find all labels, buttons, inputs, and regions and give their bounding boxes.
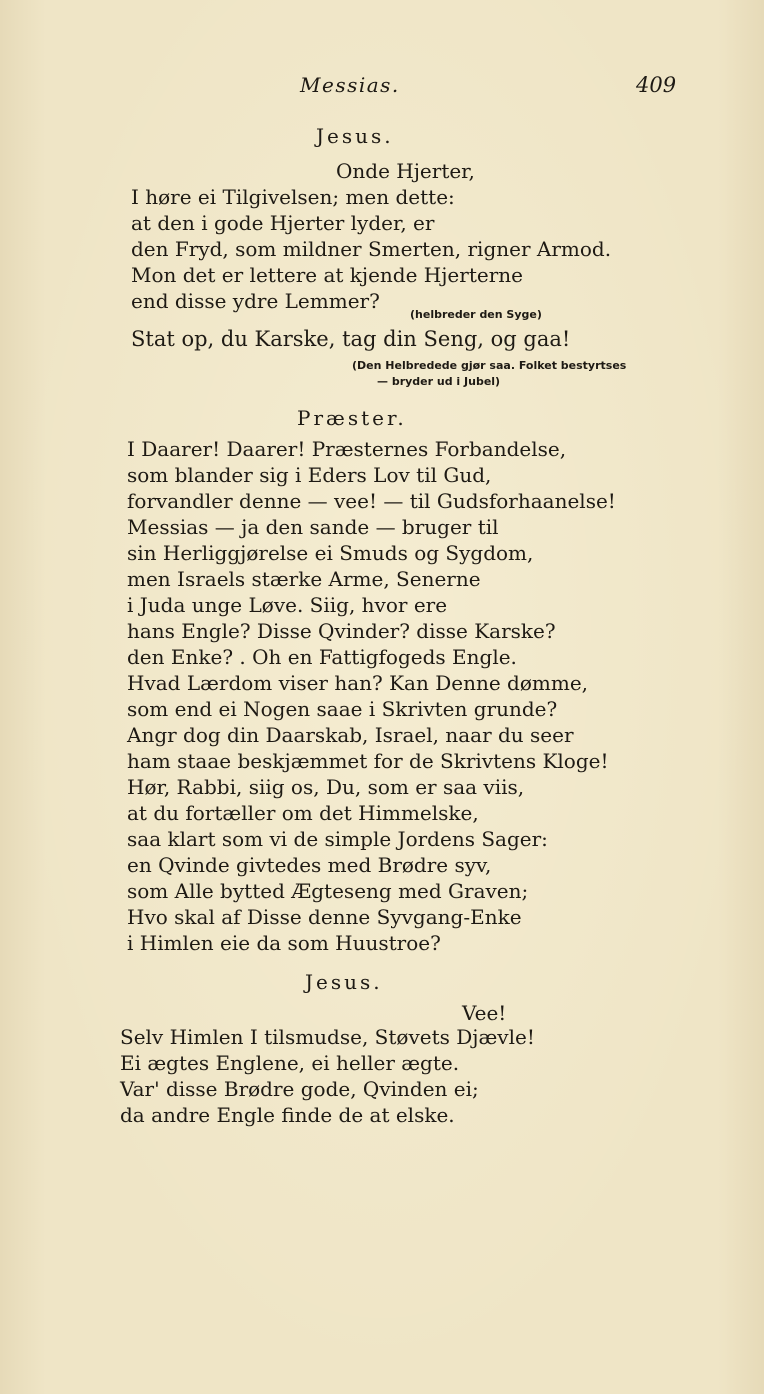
running-header-title: Messias.	[300, 73, 400, 97]
verse-line: da andre Engle finde de at elske.	[120, 1103, 455, 1127]
verse-line: forvandler denne — vee! — til Gudsforhaanelse!	[127, 489, 616, 513]
speaker-praester: Præster.	[297, 406, 407, 430]
verse-line: men Israels stærke Arme, Senerne	[127, 567, 481, 591]
stage-direction: (helbreder den Syge)	[410, 308, 542, 321]
verse-line: Onde Hjerter,	[336, 159, 475, 183]
verse-line: Var' disse Brødre gode, Qvinden ei;	[120, 1077, 479, 1101]
verse-line: i Himlen eie da som Huustroe?	[127, 931, 441, 955]
verse-line: saa klart som vi de simple Jordens Sager:	[127, 827, 548, 851]
verse-line: hans Engle? Disse Qvinder? disse Karske?	[127, 619, 556, 643]
verse-line: Hvo skal af Disse denne Syvgang-Enke	[127, 905, 522, 929]
verse-line: Mon det er lettere at kjende Hjerterne	[131, 263, 523, 287]
verse-block-praester	[127, 436, 616, 956]
verse-line: i Juda unge Løve. Siig, hvor ere	[127, 593, 448, 617]
verse-line: en Qvinde givtedes med Brødre syv,	[127, 853, 492, 877]
verse-line: Hvad Lærdom viser han? Kan Denne dømme,	[127, 671, 589, 695]
verse-line: Messias — ja den sande — bruger til	[127, 515, 499, 539]
verse-line: Selv Himlen I tilsmudse, Støvets Djævle!	[120, 1025, 535, 1049]
verse-line: Stat op, du Karske, tag din Seng, og gaa!	[131, 327, 571, 351]
verse-line: den Enke? . Oh en Fattigfogeds Engle.	[127, 645, 517, 669]
speaker-jesus-1: Jesus.	[316, 124, 394, 148]
verse-line: I Daarer! Daarer! Præsternes Forbandelse,	[127, 437, 567, 461]
verse-block-jesus-2	[120, 1024, 535, 1128]
verse-line: end disse ydre Lemmer?	[131, 289, 380, 313]
verse-line: Ei ægtes Englene, ei heller ægte.	[120, 1051, 460, 1075]
verse-line: Vee!	[462, 1001, 507, 1025]
verse-line: at du fortæller om det Himmelske,	[127, 801, 479, 825]
verse-line: Hør, Rabbi, siig os, Du, som er saa viis,	[127, 775, 525, 799]
stage-direction: (Den Helbredede gjør saa. Folket bestyrtses	[352, 359, 627, 372]
verse-line: ham staae beskjæmmet for de Skrivtens Kloge!	[127, 749, 609, 773]
stage-direction: — bryder ud i Jubel)	[377, 375, 501, 388]
page-number: 409	[636, 73, 677, 97]
verse-line: I høre ei Tilgivelsen; men dette:	[131, 185, 455, 209]
verse-line: at den i gode Hjerter lyder, er	[131, 211, 435, 235]
verse-line: Angr dog din Daarskab, Israel, naar du seer	[127, 723, 574, 747]
verse-line: som blander sig i Eders Lov til Gud,	[127, 463, 492, 487]
verse-line: som end ei Nogen saae i Skrivten grunde?	[127, 697, 558, 721]
verse-line: sin Herliggjørelse ei Smuds og Sygdom,	[127, 541, 534, 565]
verse-line: som Alle bytted Ægteseng med Graven;	[127, 879, 529, 903]
verse-line: den Fryd, som mildner Smerten, rigner Armod.	[131, 237, 612, 261]
verse-block-jesus-1	[131, 184, 611, 314]
speaker-jesus-2: Jesus.	[305, 970, 383, 994]
